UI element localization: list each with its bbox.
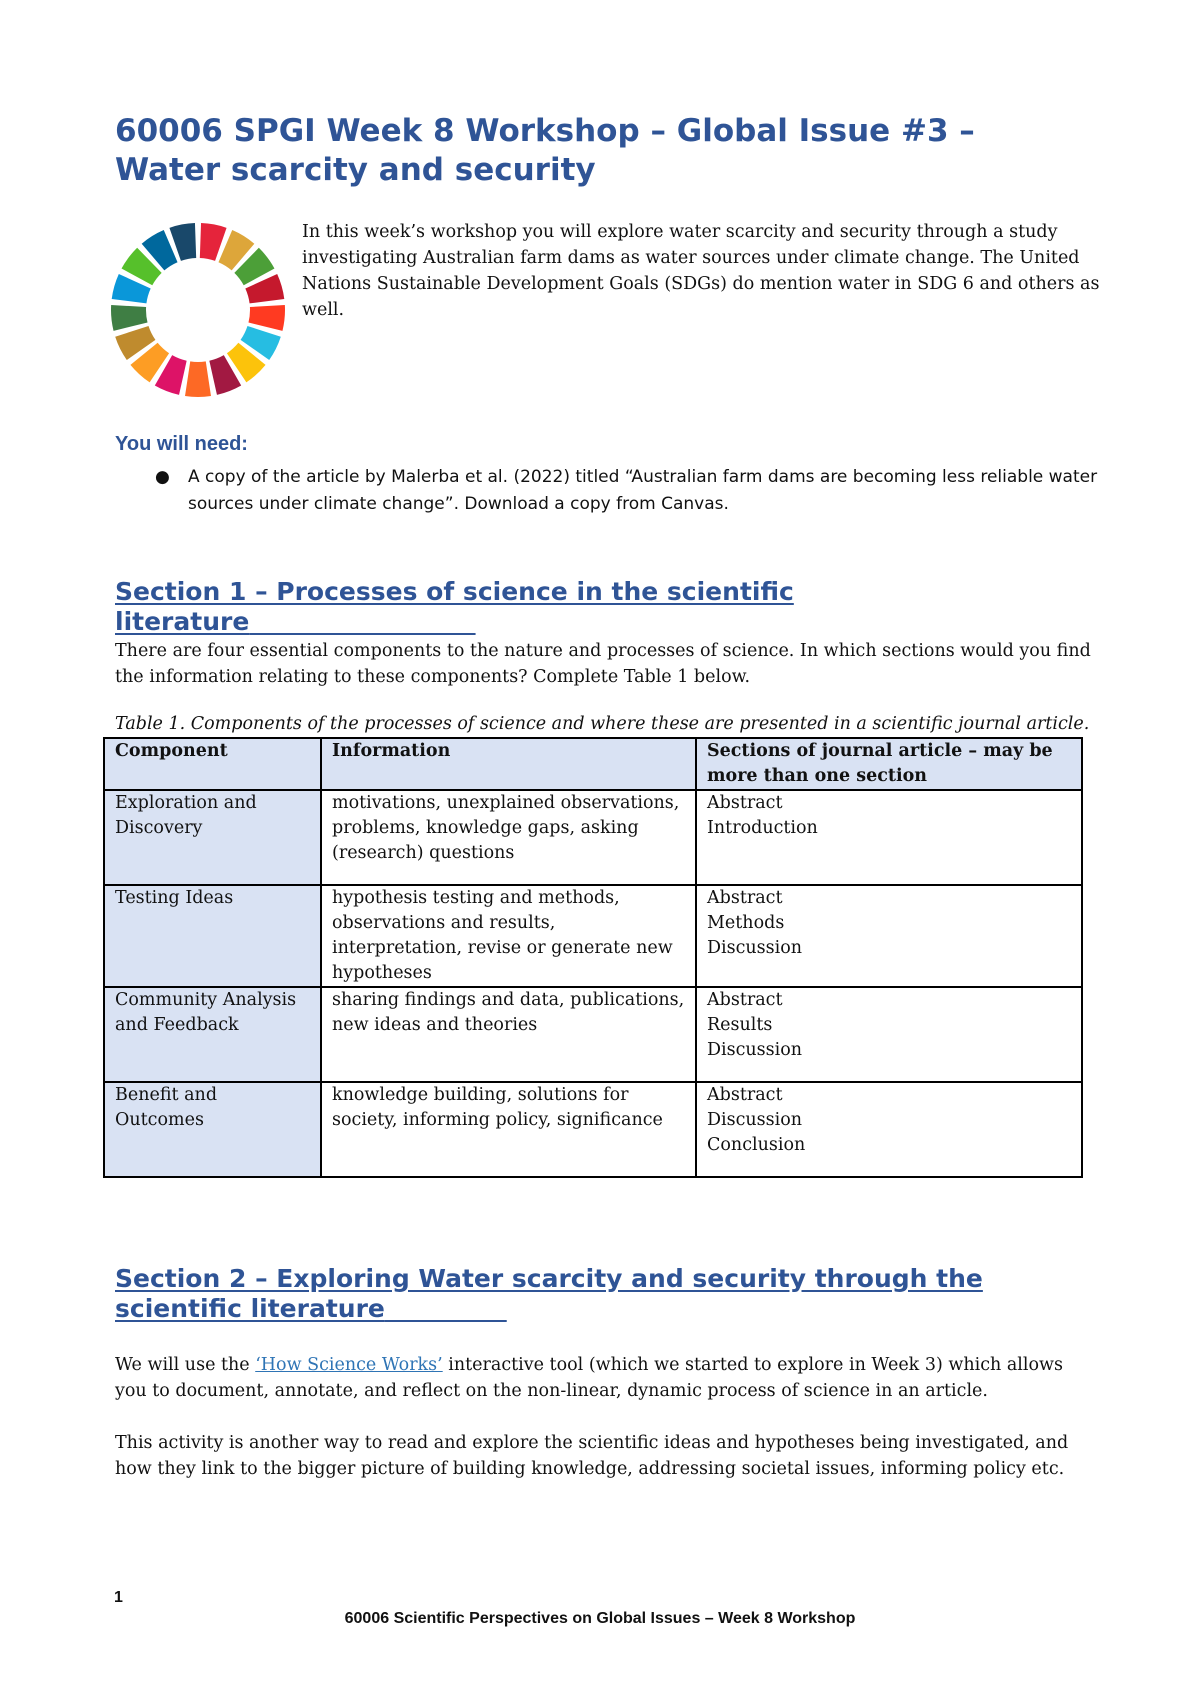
sdg-wheel-segment — [111, 305, 148, 331]
table-cell-information: hypothesis testing and methods, observations and results, interpretation, revise or generate new hypotheses — [321, 885, 696, 987]
table-header-cell: Component — [104, 738, 321, 790]
table-cell-sections: Abstract Discussion Conclusion — [696, 1082, 1082, 1177]
table-cell-sections: Abstract Introduction — [696, 790, 1082, 885]
table-cell-component: Benefit and Outcomes — [104, 1082, 321, 1177]
table-cell-information: motivations, unexplained observations, problems, knowledge gaps, asking (research) questions — [321, 790, 696, 885]
list-item — [155, 464, 1105, 518]
bullet-icon: ● — [155, 467, 170, 487]
table-cell-component: Testing Ideas — [104, 885, 321, 987]
section-2-paragraph-1: We will use the ‘How Science Works’ interactive tool (which we started to explore in Week 3) which allows you to document, annotate, and reflect on the non-linear, dynamic process of science in an article. — [115, 1355, 1063, 1401]
page-number: 1 — [114, 1589, 123, 1606]
page-title: 60006 SPGI Week 8 Workshop – Global Issue #3 – Water scarcity and security — [115, 113, 975, 188]
table-header-cell: Sections of journal article – may be more than one section — [696, 738, 1082, 790]
table-cell-information: sharing findings and data, publications, new ideas and theories — [321, 987, 696, 1082]
table-row — [104, 790, 1082, 885]
table-cell-component: Community Analysis and Feedback — [104, 987, 321, 1082]
section-2-heading: Section 2 – Exploring Water scarcity and security through the scientific literature — [115, 1264, 983, 1323]
table-cell-sections: Abstract Methods Discussion — [696, 885, 1082, 987]
table-row — [104, 885, 1082, 987]
table-caption: Table 1. Components of the processes of science and where these are presented in a scientific journal article. — [115, 714, 1090, 734]
intro-paragraph: In this week’s workshop you will explore water scarcity and security through a study investigating Australian farm dams as water sources under climate change. The United Nations Sustainable Development Goals (SDGs) do mention water in SDG 6 and others as well. — [302, 222, 1100, 320]
table-cell-sections: Abstract Results Discussion — [696, 987, 1082, 1082]
page-footer: 60006 Scientific Perspectives on Global Issues – Week 8 Workshop — [344, 1610, 856, 1627]
components-table — [103, 737, 1083, 1178]
table-cell-information: knowledge building, solutions for society, informing policy, significance — [321, 1082, 696, 1177]
you-will-need-list — [155, 464, 1105, 518]
section-2-paragraph-2: This activity is another way to read and explore the scientific ideas and hypotheses being investigated, and how they link to the bigger picture of building knowledge, addressing societal issues, informing policy etc. — [115, 1433, 1069, 1479]
table-header-cell: Information — [321, 738, 696, 790]
table-row — [104, 1082, 1082, 1177]
section-1-heading: Section 1 – Processes of science in the scientific literature — [115, 577, 794, 636]
you-will-need-heading: You will need: — [115, 433, 248, 455]
sdg-wheel-segment — [248, 305, 285, 331]
sdg-wheel-segment — [185, 361, 211, 397]
list-item-text: A copy of the article by Malerba et al. (2022) titled “Australian farm dams are becoming less reliable water sources under climate change”. Download a copy from Canvas. — [188, 467, 1098, 514]
section-1-paragraph: There are four essential components to the nature and processes of science. In which sections would you find the information relating to these components? Complete Table 1 below. — [115, 641, 1091, 687]
table-row — [104, 987, 1082, 1082]
sdg-wheel-icon — [110, 222, 286, 398]
how-science-works-link[interactable]: ‘How Science Works’ — [255, 1355, 443, 1375]
table-header-row — [104, 738, 1082, 790]
table-cell-component: Exploration and Discovery — [104, 790, 321, 885]
